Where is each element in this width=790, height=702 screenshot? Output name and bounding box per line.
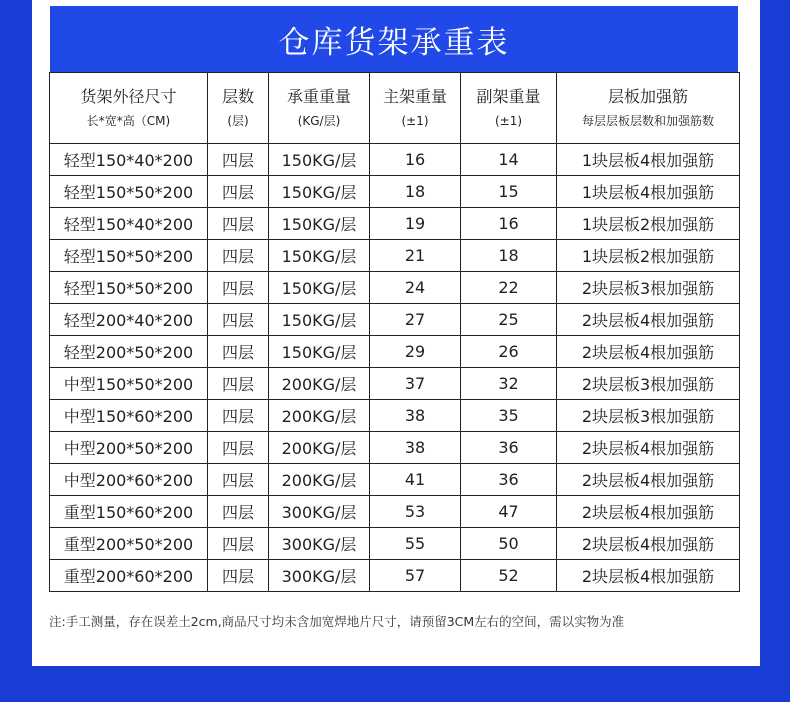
cell-load: 150KG/层 — [269, 336, 370, 368]
cell-ribs: 2块层板3根加强筋 — [557, 400, 740, 432]
table-row — [50, 464, 740, 496]
cell-main-weight: 21 — [370, 240, 461, 272]
cell-sub-weight: 35 — [461, 400, 557, 432]
cell-load: 150KG/层 — [269, 272, 370, 304]
cell-load: 300KG/层 — [269, 496, 370, 528]
cell-layers: 四层 — [208, 208, 269, 240]
table-row — [50, 400, 740, 432]
header-label: 承重重量 — [286, 87, 351, 106]
cell-layers: 四层 — [208, 528, 269, 560]
table-row — [50, 560, 740, 592]
cell-load: 150KG/层 — [269, 304, 370, 336]
cell-ribs: 2块层板4根加强筋 — [557, 432, 740, 464]
header-shelf-ribs — [557, 73, 740, 144]
table-header-row — [50, 73, 740, 144]
cell-main-weight: 38 — [370, 400, 461, 432]
cell-size: 重型150*60*200 — [50, 496, 208, 528]
cell-main-weight: 16 — [370, 144, 461, 176]
cell-main-weight: 57 — [370, 560, 461, 592]
cell-size: 中型150*50*200 — [50, 368, 208, 400]
header-sub-frame-weight — [461, 73, 557, 144]
table-row — [50, 304, 740, 336]
cell-load: 150KG/层 — [269, 144, 370, 176]
cell-load: 150KG/层 — [269, 208, 370, 240]
table-row — [50, 432, 740, 464]
cell-load: 150KG/层 — [269, 240, 370, 272]
cell-sub-weight: 52 — [461, 560, 557, 592]
table-row — [50, 176, 740, 208]
cell-load: 150KG/层 — [269, 176, 370, 208]
cell-ribs: 2块层板3根加强筋 — [557, 272, 740, 304]
cell-load: 200KG/层 — [269, 464, 370, 496]
cell-sub-weight: 15 — [461, 176, 557, 208]
cell-main-weight: 19 — [370, 208, 461, 240]
header-label: 层板加强筋 — [607, 87, 688, 106]
cell-sub-weight: 36 — [461, 464, 557, 496]
cell-layers: 四层 — [208, 176, 269, 208]
cell-ribs: 1块层板2根加强筋 — [557, 208, 740, 240]
cell-size: 中型200*60*200 — [50, 464, 208, 496]
cell-ribs: 2块层板4根加强筋 — [557, 528, 740, 560]
table-row — [50, 368, 740, 400]
footnote: 注:手工测量，存在误差土2cm,商品尺寸均未含加宽焊地片尺寸，请预留3CM左右的空间，需以实物为准 — [49, 614, 625, 629]
cell-main-weight: 18 — [370, 176, 461, 208]
page-title: 仓库货架承重表 — [50, 6, 738, 72]
cell-sub-weight: 47 — [461, 496, 557, 528]
cell-layers: 四层 — [208, 272, 269, 304]
table-row — [50, 336, 740, 368]
cell-main-weight: 38 — [370, 432, 461, 464]
cell-layers: 四层 — [208, 304, 269, 336]
cell-layers: 四层 — [208, 368, 269, 400]
cell-load: 200KG/层 — [269, 400, 370, 432]
cell-main-weight: 29 — [370, 336, 461, 368]
cell-sub-weight: 16 — [461, 208, 557, 240]
table-row — [50, 496, 740, 528]
cell-size: 轻型150*50*200 — [50, 272, 208, 304]
header-unit: (±1) — [494, 114, 523, 128]
cell-size: 轻型200*50*200 — [50, 336, 208, 368]
cell-load: 300KG/层 — [269, 528, 370, 560]
header-unit: (±1) — [401, 114, 429, 128]
cell-ribs: 2块层板4根加强筋 — [557, 496, 740, 528]
table-row — [50, 144, 740, 176]
table-row — [50, 528, 740, 560]
cell-size: 轻型150*40*200 — [50, 144, 208, 176]
cell-load: 200KG/层 — [269, 432, 370, 464]
cell-size: 重型200*60*200 — [50, 560, 208, 592]
cell-size: 重型200*50*200 — [50, 528, 208, 560]
header-size — [50, 73, 208, 144]
table-row — [50, 208, 740, 240]
cell-layers: 四层 — [208, 240, 269, 272]
cell-ribs: 1块层板4根加强筋 — [557, 144, 740, 176]
cell-main-weight: 37 — [370, 368, 461, 400]
cell-layers: 四层 — [208, 432, 269, 464]
cell-ribs: 2块层板4根加强筋 — [557, 560, 740, 592]
cell-load: 200KG/层 — [269, 368, 370, 400]
load-capacity-table — [49, 72, 740, 592]
cell-size: 轻型150*50*200 — [50, 240, 208, 272]
cell-sub-weight: 50 — [461, 528, 557, 560]
header-layers — [208, 73, 269, 144]
cell-sub-weight: 18 — [461, 240, 557, 272]
cell-layers: 四层 — [208, 400, 269, 432]
cell-layers: 四层 — [208, 464, 269, 496]
cell-ribs: 1块层板4根加强筋 — [557, 176, 740, 208]
table-row — [50, 240, 740, 272]
cell-main-weight: 53 — [370, 496, 461, 528]
header-main-frame-weight — [370, 73, 461, 144]
cell-sub-weight: 36 — [461, 432, 557, 464]
cell-load: 300KG/层 — [269, 560, 370, 592]
cell-size: 轻型150*50*200 — [50, 176, 208, 208]
cell-main-weight: 41 — [370, 464, 461, 496]
cell-layers: 四层 — [208, 144, 269, 176]
cell-layers: 四层 — [208, 336, 269, 368]
header-unit: (KG/层) — [297, 114, 341, 128]
header-unit: 每层层板层数和加强筋数 — [581, 114, 714, 128]
cell-ribs: 1块层板2根加强筋 — [557, 240, 740, 272]
cell-sub-weight: 25 — [461, 304, 557, 336]
cell-sub-weight: 26 — [461, 336, 557, 368]
cell-ribs: 2块层板4根加强筋 — [557, 304, 740, 336]
header-unit: (层) — [227, 114, 249, 128]
header-label: 货架外径尺寸 — [80, 87, 177, 106]
cell-layers: 四层 — [208, 496, 269, 528]
cell-size: 轻型150*40*200 — [50, 208, 208, 240]
cell-sub-weight: 22 — [461, 272, 557, 304]
cell-size: 轻型200*40*200 — [50, 304, 208, 336]
header-label: 副架重量 — [476, 87, 541, 106]
cell-ribs: 2块层板4根加强筋 — [557, 464, 740, 496]
header-load — [269, 73, 370, 144]
cell-size: 中型200*50*200 — [50, 432, 208, 464]
header-label: 层数 — [221, 87, 254, 106]
cell-layers: 四层 — [208, 560, 269, 592]
cell-main-weight: 27 — [370, 304, 461, 336]
cell-sub-weight: 32 — [461, 368, 557, 400]
cell-size: 中型150*60*200 — [50, 400, 208, 432]
cell-main-weight: 24 — [370, 272, 461, 304]
header-label: 主架重量 — [382, 87, 447, 106]
header-unit: 长*宽*高（CM) — [86, 114, 171, 128]
cell-ribs: 2块层板4根加强筋 — [557, 336, 740, 368]
cell-main-weight: 55 — [370, 528, 461, 560]
cell-ribs: 2块层板3根加强筋 — [557, 368, 740, 400]
table-row — [50, 272, 740, 304]
cell-sub-weight: 14 — [461, 144, 557, 176]
